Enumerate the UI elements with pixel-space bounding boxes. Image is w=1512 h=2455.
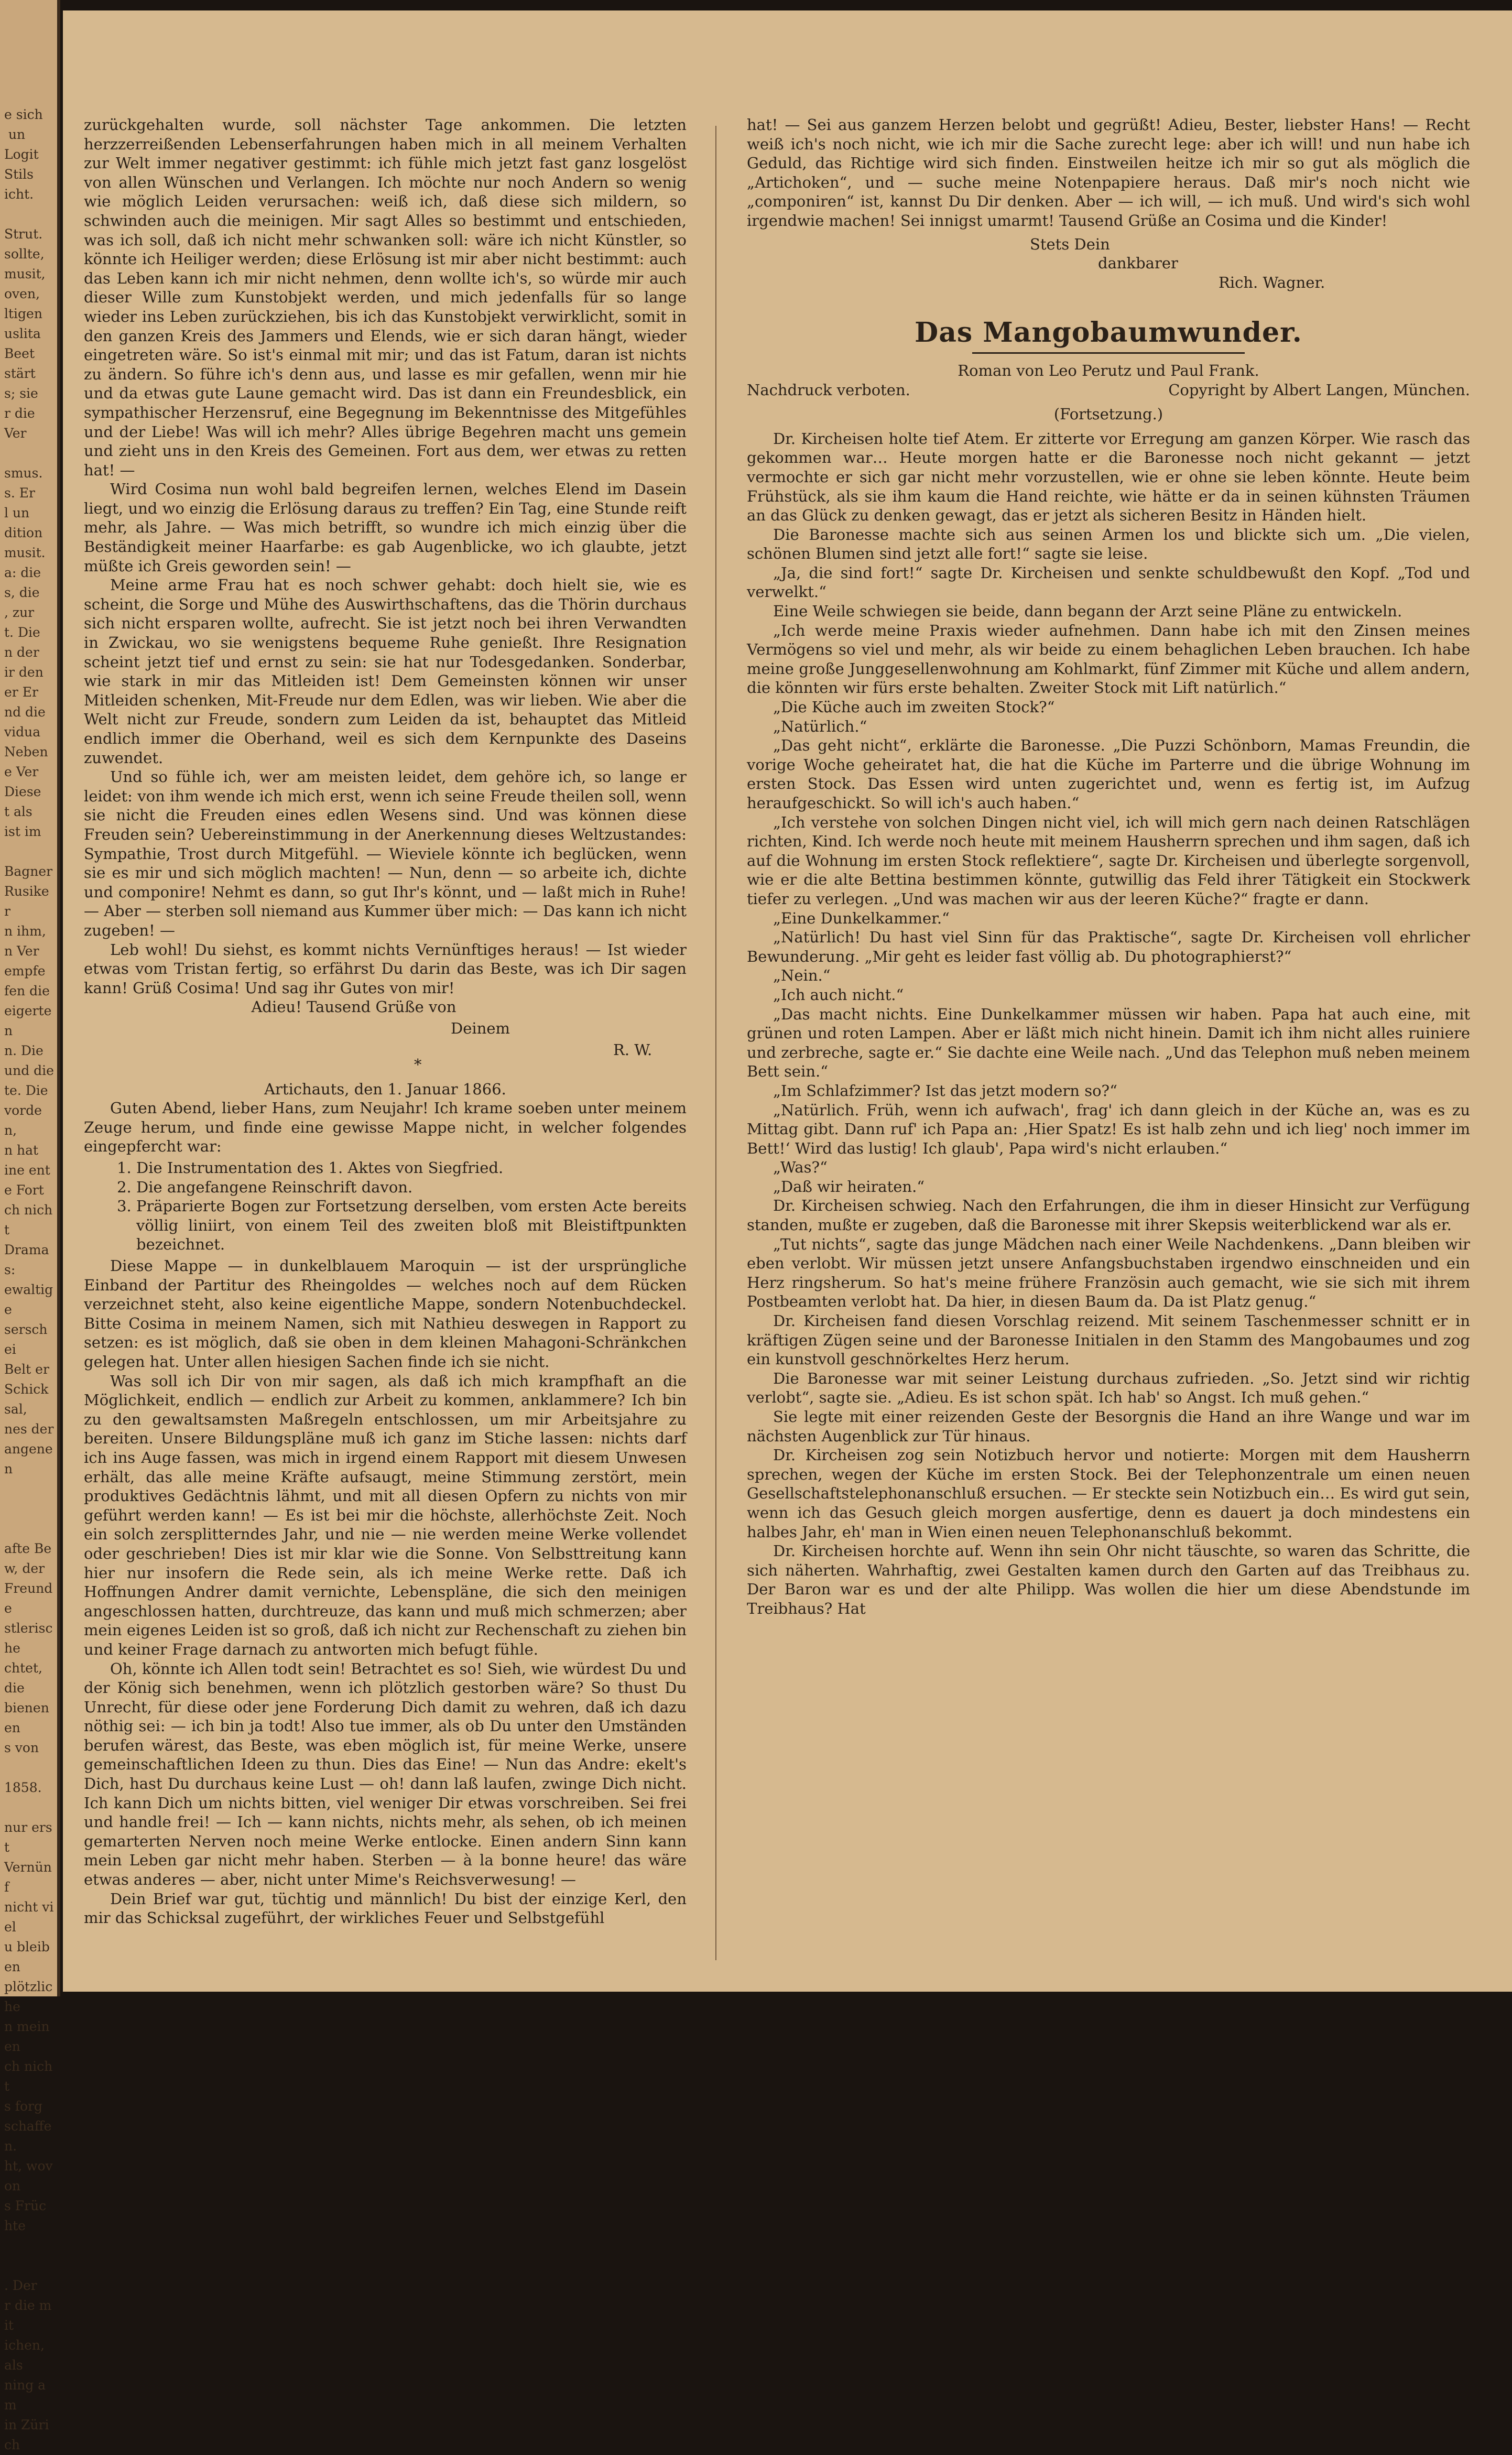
- story-paragraph: „Natürlich. Früh, wenn ich aufwach', frag' ich dann gleich in der Küche an, was es zu Mittag gibt. Dann ruf' ich Papa an: ‚Hier Spatz! Es ist halb zehn und ich lieg' noch immer im Bett!‘ Wird das lustig! Ich glaub', Papa wird's nicht erlauben.“: [747, 1101, 1470, 1157]
- story-paragraph: „Natürlich! Du hast viel Sinn für das Praktische“, sagte Dr. Kircheisen voll ehrlicher Bewunderung. „Mir geht es leider fast völlig ab. Du photographierst?“: [747, 928, 1470, 965]
- story-paragraph: „Was?“: [773, 1158, 828, 1177]
- letter-closing: Adieu! Tausend Grüße von: [251, 998, 456, 1016]
- story-paragraph: „Im Schlafzimmer? Ist das jetzt modern so?“: [773, 1081, 1117, 1100]
- section-asterisk: *: [414, 1056, 422, 1074]
- story-paragraph: Dr. Kircheisen fand diesen Vorschlag reizend. Mit seinem Taschenmesser schnitt er in kräftigen Zügen seine und der Baronesse Initialen in den Stamm des Mangobaumes und zog ein kunstvoll geschnörkeltes Herz herum.: [747, 1312, 1470, 1368]
- letter-paragraph: zurückgehalten wurde, soll nächster Tage ankommen. Die letzten herzzerreißenden Lebenserfahrungen haben mich in all meinem Verhalten zur Welt immer negativer gestimmt: ich fühle mich jetzt fast ganz losgelöst von allen Wünschen und Verlangen. Ich möchte nur noch Andern so wenig wie möglich Leiden verursachen: weiß ich, daß diese sich mildern, so schwinden auch die meinigen. Mir sagt Alles so bestimmt und entschieden, was ich soll, daß ich nicht mehr schwanken soll: wäre ich nicht Künstler, so könnte ich Heiliger werden; diese Erlösung ist mir aber nicht bestimmt: auch das Leben kann ich mir nicht nehmen, denn wollte ich's, so würde mir auch dieser Wille zum Kunstobjekt werden, und mich jedenfalls für so lange wieder ins Leben zurückziehen, bis ich das Kunstobjekt verwirklicht, somit in den ganzen Kreis des Jammers und Elends, wie er sich daran hängt, wieder eingetreten wäre. So ist's einmal mit mir; und das ist Fatum, daran ist nichts zu ändern. So führe ich's denn aus, und lasse es mir gefallen, wenn mir hie und da etwas gute Laune gemacht wird. Das ist dann ein Freundesblick, ein sympathischer Herzensruf, eine Begegnung im Bekenntnisse des Mitgefühles und der Liebe! Was will ich mehr? Alles übrige Begehren macht uns gemein und zieht uns in den Kreis des Gemeinen. Fort aus dem, wer etwas zu retten hat! —: [84, 116, 687, 479]
- story-paragraph: „Das macht nichts. Eine Dunkelkammer müssen wir haben. Papa hat auch eine, mit grünen und roten Lampen. Aber er läßt mich nicht hinein. Damit ich ihm nicht alles ruiniere und zerbreche, sagte er.“ Sie dachte eine Weile nach. „Und das Telephon muß neben meinem Bett sein.“: [747, 1005, 1470, 1081]
- signature-block: [747, 235, 1470, 292]
- story-paragraph: „Daß wir heiraten.“: [773, 1177, 925, 1196]
- story-paragraph: Dr. Kircheisen horchte auf. Wenn ihn sein Ohr nicht täuschte, so waren das Schritte, die sich näherten. Wahrhaftig, zwei Gestalten kamen durch den Garten auf das Treibhaus zu. Der Baron war es und der alte Philipp. Was wollen die hier um diese Abendstunde im Treibhaus? Hat: [747, 1542, 1470, 1617]
- story-paragraph: Die Baronesse war mit seiner Leistung durchaus zufrieden. „So. Jetzt sind wir richtig verlobt“, sagte sie. „Adieu. Es ist schon spät. Ich hab' so Angst. Ich muß gehen.“: [747, 1369, 1470, 1407]
- letter-paragraph: Leb wohl! Du siehst, es kommt nichts Vernünftiges heraus! — Ist wieder etwas vom Tristan fertig, so erfährst Du darin das Beste, was ich Dir sagen kann! Grüß Cosima! Und sag ihr Gutes von mir!: [84, 940, 687, 997]
- story-paragraph: „Natürlich.“: [773, 717, 867, 735]
- letter-signature: [84, 1040, 687, 1060]
- list-item: 1. Die Instrumentation des 1. Aktes von Siegfried.: [136, 1158, 687, 1178]
- column-divider: [715, 126, 716, 1960]
- reprint-notice: Nachdruck verboten.: [747, 381, 910, 399]
- letter-paragraph: Diese Mappe — in dunkelblauem Maroquin — ist der ursprüngliche Einband der Partitur des Rheingoldes — welches noch auf dem Rücken verzeichnet steht, also keine eigentliche Mappe, sondern Notenbuchdeckel. Bitte Cosima in meinem Namen, sich mit Nathieu deswegen in Rapport zu setzen: es ist möglich, daß sie oben in dem kleinen Mahagoni-Schränkchen gelegen hat. Unter allen hiesigen Sachen finde ich sie nicht.: [84, 1257, 687, 1371]
- letter-paragraph: Dein Brief war gut, tüchtig und männlich! Du bist der einzige Kerl, den mir das Schicksal zugeführt, der wirkliches Feuer und Selbstgefühl: [84, 1889, 687, 1927]
- story-paragraph: „Das geht nicht“, erklärte die Baronesse. „Die Puzzi Schönborn, Mamas Freundin, die vorige Woche geheiratet hat, die hat die Küche im Parterre und die übrige Wohnung im ersten Stock. Das Essen wird unten zugerichtet und, wenn es fertig ist, im Aufzug heraufgeschickt. So will ich's auch haben.“: [747, 736, 1470, 812]
- headline-rule: [972, 352, 1245, 354]
- story-paragraph: „Tut nichts“, sagte das junge Mädchen nach einer Weile Nachdenkens. „Dann bleiben wir eben verlobt. Wir müssen jetzt unsere Anfangsbuchstaben irgendwo einschneiden und ein Herz ringsherum. So hat's meine frühere Französin auch gemacht, wie sie sich mit ihrem Postbeamten verlobt hat. Da hier, in diesen Baum da. Da ist Platz genug.“: [747, 1235, 1470, 1311]
- story-paragraph: „Die Küche auch im zweiten Stock?“: [773, 698, 1055, 716]
- rights-line: [747, 381, 1470, 400]
- article-byline: Roman von Leo Perutz und Paul Frank.: [958, 361, 1259, 379]
- letter-paragraph: Und so fühle ich, wer am meisten leidet, dem gehöre ich, so lange er leidet: von ihm wende ich mich erst, wenn ich seine Freude theilen soll, wenn sie nicht die Freuden eines edlen Wesens sind. Und was können diese Freuden sein? Uebereinstimmung in der Anerkennung dieses Weltzustandes: Sympathie, Trost durch Mitgefühl. — Wieviele könnte ich beglücken, wenn sie es mir und sich möglich machten! — Nun, denn — so arbeite ich, dichte und componire! Nehmt es dann, so gut Ihr's könnt, und — laßt mich in Ruhe! — Aber — sterben soll niemand aus Kummer über mich: — Das kann ich nicht zugeben! —: [84, 768, 687, 939]
- left-column: [84, 115, 687, 1981]
- letter-paragraph: Oh, könnte ich Allen todt sein! Betrachtet es so! Sieh, wie würdest Du und der König sich benehmen, wenn ich plötzlich gestorben wäre? So thust Du Unrecht, für diese oder jene Forderung Dich damit zu wehren, daß ich dazu nöthig sei: — ich bin ja todt! Also tue immer, als ob Du unter den Umständen berufen wärest, das Beste, was eben möglich ist, für meine Werke, unsere gemeinschaftlichen Ideen zu thun. Dies das Eine! — Nun das Andre: ekelt's Dich, hast Du durchaus keine Lust — oh! dann laß laufen, zwinge Dich nicht. Ich kann Dich um nichts bitten, viel weniger Dir etwas vorschreiben. Sei frei und handle frei! — Ich — kann nichts, nichts mehr, als sehen, ob ich meinen gemarterten Nerven noch meine Werke entlocke. Einen andern Sinn kann mein Leben gar nicht mehr haben. Sterben — à la bonne heure! das wäre etwas anderes — aber, nicht unter Mime's Reichsverwesung! —: [84, 1659, 687, 1889]
- list-item: 2. Die angefangene Reinschrift davon.: [136, 1178, 687, 1197]
- story-paragraph: Sie legte mit einer reizenden Geste der Besorgnis die Hand an ihre Wange und war im nächsten Augenblick zur Tür hinaus.: [747, 1408, 1470, 1445]
- item-list: [84, 1158, 687, 1254]
- story-paragraph: Eine Weile schwiegen sie beide, dann begann der Arzt seine Pläne zu entwickeln.: [773, 602, 1402, 621]
- letter-paragraph: Wird Cosima nun wohl bald begreifen lernen, welches Elend im Dasein liegt, und wo einzig die Erlösung daraus zu treffen? Ein Tag, eine Stunde reift mehr, als Jahre. — Was mich betrifft, so wundre ich mich einzig über die Beständigkeit meiner Haarfarbe: es gab Augenblicke, wo ich glaubte, jetzt müßte ich Greis geworden sein! —: [84, 480, 687, 575]
- letter-signature-initials: R. W.: [613, 1040, 652, 1059]
- signature-line: dankbarer: [1098, 254, 1178, 273]
- letter-paragraph: Was soll ich Dir von mir sagen, als daß ich mich krampfhaft an die Möglichkeit, endlich — endlich zur Arbeit zu kommen, anklammere? Ich bin zu den gewaltsamsten Maßregeln entschlossen, um mir Arbeitsjahre zu bereiten. Unsere Bildungspläne muß ich ganz im Stiche lassen: nichts darf ich ins Auge fassen, was mich in irgend einem Rapport mit diesem Unwesen erhält, das alle meine Kräfte aufsaugt, meine Stimmung zerstört, mein produktives Gedächtnis lähmt, und mit all diesen Opfern zu nichts von mir geführt werden kann! — Es ist bei mir die höchste, allerhöchste Zeit. Noch ein solch zersplitterndes Jahr, und nie — nie werden meine Werke vollendet oder geschrieben! Dies ist mir klar wie die Sonne. Von Selbsttreitung kann hier nur insofern die Rede sein, als ich meine Werke rette. Daß ich Hoffnungen Andrer damit vernichte, Lebenspläne, die sich den meinigen angeschlossen hatten, durchtreuze, das kann und muß mich schmerzen; aber mein eigenes Leiden ist so groß, daß ich nicht zur Rechenschaft zu ziehen bin und keiner Frage darnach zu antworten mich befugt fühle.: [84, 1372, 687, 1658]
- signature-line: Stets Dein: [1030, 235, 1110, 253]
- story-paragraph: „Eine Dunkelkammer.“: [773, 909, 950, 927]
- letter-paragraph: Guten Abend, lieber Hans, zum Neujahr! Ich krame soeben unter meinem Zeuge herum, und finde eine gewisse Mappe nicht, in welcher folgendes eingepfercht war:: [84, 1099, 687, 1156]
- newspaper-page: [63, 10, 1512, 1992]
- story-paragraph: „Ja, die sind fort!“ sagte Dr. Kircheisen und senkte schuldbewußt den Kopf. „Tod und verwelkt.“: [747, 563, 1470, 601]
- story-paragraph: „Nein.“: [773, 966, 831, 985]
- letter-dateline: Artichauts, den 1. Januar 1866.: [264, 1080, 506, 1098]
- signature-name: Rich. Wagner.: [1219, 273, 1325, 291]
- story-paragraph: „Ich werde meine Praxis wieder aufnehmen. Dann habe ich mit den Zinsen meines Vermögens so viel und mehr, als wir beide zu einem behaglichen Leben brauchen. Ich habe meine große Junggesellenwohnung am Kohlmarkt, fünf Zimmer mit Küche und allem andern, die könnten wir fürs erste behalten. Zweiter Stock mit Lift natürlich.“: [747, 621, 1470, 697]
- continuation-label: (Fortsetzung.): [1053, 405, 1163, 423]
- letter-paragraph: Meine arme Frau hat es noch schwer gehabt: doch hielt sie, wie es scheint, die Sorge und Mühe des Auswirthschaftens, das die Thörin durchaus sich nicht ersparen wollte, aufrecht. Sie ist jetzt noch bei ihren Verwandten in Zwickau, wo sie wenigstens bequeme Ruhe genießt. Ihre Resignation scheint jetzt tief und ernst zu sein: sie hat nur Todesgedanken. Sonderbar, wie stark in mir das Mitleiden ist! Dem Gemeinsten können wir unser Mitleiden schenken, Mit-Freude nur dem Edlen, was wir lieben. Wie aber die Welt nicht zur Freude, sondern zum Leiden da ist, behauptet das Mitleid endlich immer die Oberhand, weil es sich dem Kernpunkte des Daseins zuwendet.: [84, 576, 687, 767]
- story-paragraph: Dr. Kircheisen holte tief Atem. Er zitterte vor Erregung am ganzen Körper. Wie rasch das gekommen war… Heute morgen hatte er die Baronesse noch nicht gekannt — jetzt vermochte er sich gar nicht mehr vorzustellen, wie er ohne sie leben könnte. Heute beim Frühstück, als sie ihm kaum die Hand reichte, wie hätte er da in seinen kühnsten Träumen an das Glück zu denken gewagt, das er jetzt als sicheren Besitz in Händen hielt.: [747, 429, 1470, 525]
- story-paragraph: Dr. Kircheisen schwieg. Nach den Erfahrungen, die ihm in dieser Hinsicht zur Verfügung standen, mußte er zugeben, daß die Baronesse mit ihrer Skepsis weiterblickend war als er.: [747, 1197, 1470, 1234]
- previous-page-text: e sich un Logit Stils icht. Strut. sollte, musit, oven, ltigen uslita Beet stärt s; sie r die Ver smus. s. Er l un dition musit. a: die s, die , zur t. Die n der ir den er Er nd die vidua Neben e Ver Diese t als ist im Bagner Rusiker n ihm, n Ver empfe fen die eigerten n. Die und die te. Die vorden, n hat ine ent e Fort ch nicht Dramas: ewaltige serschei Belt er Schicksal, nes der angenen afte Be w, der Freunde stlerische chtet, die bienenen s von 1858. nur erst Vernünf nicht viel u bleiben plötzliche n meinen ch nicht s forg schaffen. ht, wovon s Früchte . Der r die mit ichen, als ning am in Zürich: [4, 107, 54, 2452]
- list-item: 3. Präparierte Bogen zur Fortsetzung derselben, vom ersten Acte bereits völlig liniirt, von einem Teil des zweiten bloß mit Bleistiftpunkten bezeichnet.: [136, 1197, 687, 1254]
- letter-closing-deinem: Deinem: [451, 1019, 510, 1037]
- letter-paragraph: hat! — Sei aus ganzem Herzen belobt und gegrüßt! Adieu, Bester, liebster Hans! — Recht weiß ich's noch nicht, wie ich mir die Sache zurecht lege: aber ich will! und nun habe ich Geduld, das Richtige wird sich finden. Einstweilen heitze ich mir so gut als möglich die „Artichoken“, und — suche meine Notenpapiere heraus. Daß mir's noch nicht wie „componiren“ ist, kannst Du Dir denken. Aber — ich will, — ich muß. Und wird's sich wohl irgendwie machen! Sei innigst umarmt! Tausend Grüße an Cosima und die Kinder!: [747, 116, 1470, 230]
- story-paragraph: Die Baronesse machte sich aus seinen Armen los und blickte sich um. „Die vielen, schönen Blumen sind jetzt alle fort!“ sagte sie leise.: [747, 525, 1470, 563]
- story-paragraph: „Ich auch nicht.“: [773, 985, 904, 1004]
- story-paragraph: „Ich verstehe von solchen Dingen nicht viel, ich will mich gern nach deinen Ratschlägen richten, Kind. Ich werde noch heute mit meinem Hausherrn sprechen und ihm sagen, daß ich auf die Wohnung im ersten Stock reflektiere“, sagte Dr. Kircheisen und überlegte sorgenvoll, wie er die alte Bettina bestimmen könnte, gutwillig das Feld ihrer Tätigkeit ein Stockwerk tiefer zu verlegen. „Und was machen wir aus der leeren Küche?“ fragte er dann.: [747, 813, 1470, 908]
- previous-page-edge: [0, 0, 60, 2452]
- article-headline: Das Mangobaumwunder.: [915, 317, 1302, 349]
- right-column: [747, 115, 1470, 1981]
- copyright-notice: Copyright by Albert Langen, München.: [1168, 381, 1470, 399]
- page-content: [84, 115, 1473, 1981]
- story-paragraph: Dr. Kircheisen zog sein Notizbuch hervor und notierte: Morgen mit dem Hausherrn sprechen, wegen der Küche im ersten Stock. Bei der Telephonzentrale um einen neuen Gesellschaftstelephonanschluß ersuchen. — Er steckte sein Notizbuch ein… Es wird gut sein, wenn ich das Gesuch gleich morgen ausfertige, denn es dauert ja doch mindestens ein halbes Jahr, eh' man in Wien einen neuen Telephonanschluß bekommt.: [747, 1446, 1470, 1541]
